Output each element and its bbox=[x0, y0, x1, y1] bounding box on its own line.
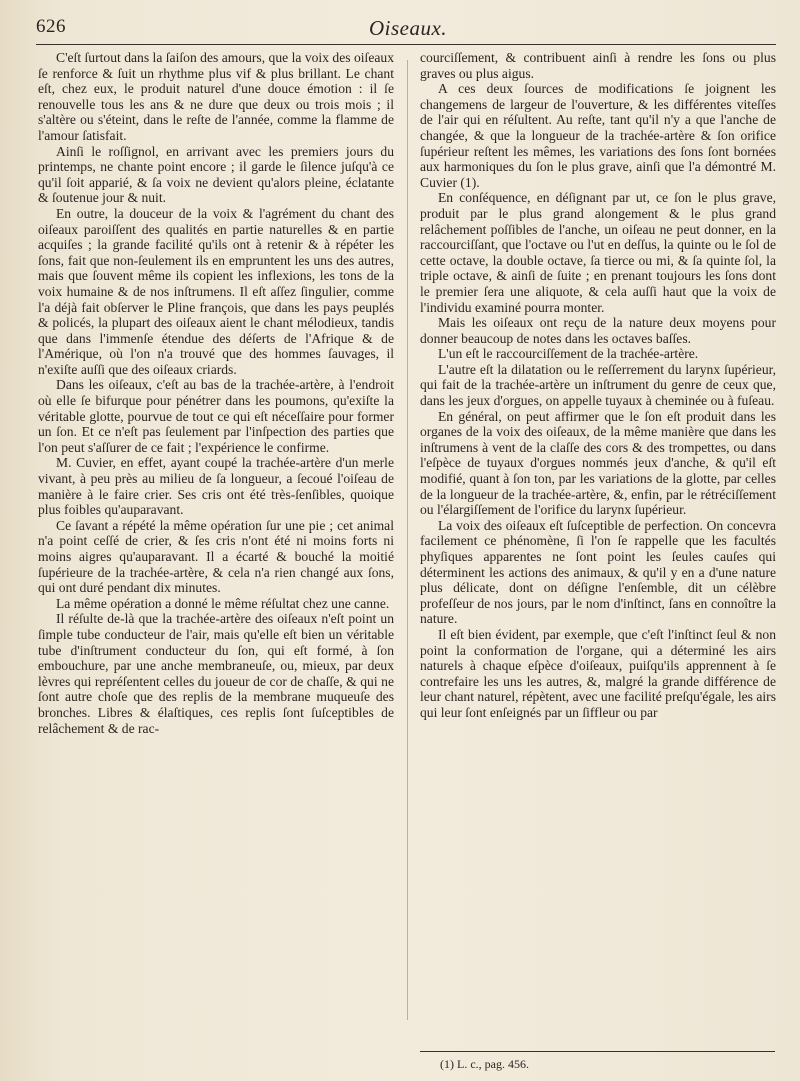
page-number: 626 bbox=[36, 16, 66, 37]
paragraph: A ces deux ſources de modifications ſe joignent les changemens de largeur de l'ouverture, & les différentes viteſſes de l'air qui en réſultent. Au reſte, tant qu'il n'y a que l'anche de changée, & que la longueur de la trachée-artère & ſon orifice ſupérieur reſtent les mêmes, les variations des ſons ſont bornées aux harmoniques du ſon le plus grave, ainſi que l'a démontré M. Cuvier (1). bbox=[420, 81, 776, 190]
page-header bbox=[36, 16, 780, 42]
column-divider bbox=[407, 60, 408, 1020]
footnote: (1) L. c., pag. 456. bbox=[440, 1057, 529, 1071]
paragraph: La même opération a donné le même réſultat chez une canne. bbox=[56, 595, 390, 611]
paragraph: M. Cuvier, en effet, ayant coupé la trachée-artère d'un merle vivant, à peu près au milieu de ſa longueur, a ſecoué l'oiſeau de manière à le faire crier. Ses cris ont été très-ſenſibles, quoique plus foibles qu'auparavant. bbox=[38, 455, 394, 518]
paragraph: Ainſi le roſſignol, en arrivant avec les premiers jours du printemps, ne chante point encore ; il garde le ſilence juſqu'à ce qu'il ſoit apparié, & ſa voix ne devient qu'alors pleine, éclatante & ſoutenue jour & nuit. bbox=[38, 143, 394, 206]
header-rule bbox=[36, 44, 776, 45]
paragraph: courciſſement, & contribuent ainſi à rendre les ſons ou plus graves ou plus aigus. bbox=[420, 50, 776, 81]
right-column bbox=[420, 50, 776, 721]
paragraph: C'eſt ſurtout dans la ſaiſon des amours, que la voix des oiſeaux ſe renforce & ſuit un rhythme plus vif & plus brillant. Le chant eſt, chez eux, le produit naturel d'une douce émotion : il ſe renouvelle tous les ans & ne dure que deux ou trois mois ; il s'altère ou s'éteint, dans le reſte de l'année, comme la flamme de l'amour ſatisfait. bbox=[38, 50, 394, 143]
paragraph: L'autre eſt la dilatation ou le reſſerrement du larynx ſupérieur, qui fait de la trachée-artère un inſtrument du genre de ceux que, dans les jeux d'orgues, on appelle tuyaux à cheminée ou à fuſeau. bbox=[420, 361, 776, 409]
footnote-rule bbox=[420, 1051, 775, 1052]
paragraph: La voix des oiſeaux eſt ſuſceptible de perfection. On concevra facilement ce phénomène, ſi l'on ſe rappelle que les facultés phyſiques apparentes ne ſont point les ſeules cauſes qui déterminent les actions des animaux, & qu'il y en a d'une nature plus délicate, dont on déſigne l'enſemble, dit un célèbre profeſſeur de nos jours, par le nom d'inſtinct, ſans en connoître la nature. bbox=[420, 517, 776, 627]
paragraph: L'un eſt le raccourciſſement de la trachée-artère. bbox=[438, 346, 699, 362]
running-title: Oiseaux. bbox=[368, 16, 448, 40]
paragraph: Dans les oiſeaux, c'eſt au bas de la trachée-artère, à l'endroit où elle ſe bifurque pour pénétrer dans les poumons, qu'exiſte la véritable glotte, pourvue de tout ce qui eſt néceſſaire pour former un ſon. Et ce n'eſt pas ſeulement par l'inſpection des parties que l'on peut s'aſſurer de ce fait ; l'expérience le confirme. bbox=[38, 377, 394, 455]
paragraph: Ce ſavant a répété la même opération ſur une pie ; cet animal n'a point ceſſé de crier, & ſes cris n'ont été ni moins forts ni moins aigres qu'auparavant. Il a écarté & bouché la moitié ſupérieure de la trachée-artère, & cela n'a rien changé aux ſons, qui ont duré pendant dix minutes. bbox=[38, 517, 394, 596]
paragraph: Il réſulte de-là que la trachée-artère des oiſeaux n'eſt point un ſimple tube conducteur de l'air, mais qu'elle eſt bien un véritable tube d'inſtrument conducteur du ſon, qui eſt formé, à ſon embouchure, par une anche membraneuſe, ou, mieux, par deux lèvres qui repréſentent celles du joueur de cor de chaſſe, & qui ne ſont autre choſe que des replis de la membrane muqueuſe des bronches. Libres & élaſtiques, ces replis ſont ſuſceptibles de relâchement & de rac- bbox=[38, 611, 394, 736]
paragraph: Mais les oiſeaux ont reçu de la nature deux moyens pour donner beaucoup de notes dans les octaves baſſes. bbox=[420, 315, 776, 346]
paragraph: En outre, la douceur de la voix & l'agrément du chant des oiſeaux paroiſſent des qualités en partie naturelles & en partie acquiſes ; la grande facilité qu'ils ont à retenir & à répéter les ſons, fait que non-ſeulement ils en empruntent les uns des autres, mais que ſouvent même ils copient les inflexions, les tons de la voix humaine & de nos inſtrumens. Il eſt aſſez ſingulier, comme l'a déjà fait obſerver le Pline françois, que dans les pays peuplés & policés, la plupart des oiſeaux aient le chant mélodieux, tandis que dans l'immenſe étendue des déſerts de l'Afrique & de l'Amérique, où l'on n'a trouvé que des hommes ſauvages, il n'exiſte auſſi que des oiſeaux criards. bbox=[38, 205, 394, 377]
paragraph: En général, on peut affirmer que le ſon eſt produit dans les organes de la voix des oiſeaux, de la même manière que dans les inſtrumens à vent de la claſſe des cors & des trompettes, ou dans l'eſpèce de tuyaux d'orgues nommés jeux d'anche, & qu'il eſt modifié, quant à ſon ton, par les variations de la glotte, par celles de la longueur de la trachée-artère, &, enfin, par le rétréciſſement ou l'élargiſſement de l'orifice du larynx ſupérieur. bbox=[420, 408, 776, 518]
paragraph: Il eſt bien évident, par exemple, que c'eſt l'inſtinct ſeul & non point la conformation de l'organe, qui a déterminé les airs naturels à chaque eſpèce d'oiſeaux, puiſqu'ils apprennent à ſe contrefaire les uns les autres, &, malgré la grande différence de leur chant naturel, répètent, avec une facilité preſqu'égale, les airs qui leur ſont enſeignés par un ſiffleur ou par bbox=[420, 626, 776, 720]
paragraph: En conſéquence, en déſignant par ut, ce ſon le plus grave, produit par le plus grand alongement & le plus grand relâchement poſſibles de l'anche, un oiſeau ne peut donner, en la raccourciſſant, que l'octave ou l'ut en deſſus, la quinte ou le ſol de cette octave, la double octave, ſa tierce ou mi, & ſa quinte ſol, la triple octave, & ainſi de ſuite ; en prenant toujours les ſons dont le premier ſera une aliquote, & cela auſſi haut que la voix de l'individu examiné pourra monter. bbox=[420, 190, 776, 315]
left-column bbox=[38, 50, 394, 736]
